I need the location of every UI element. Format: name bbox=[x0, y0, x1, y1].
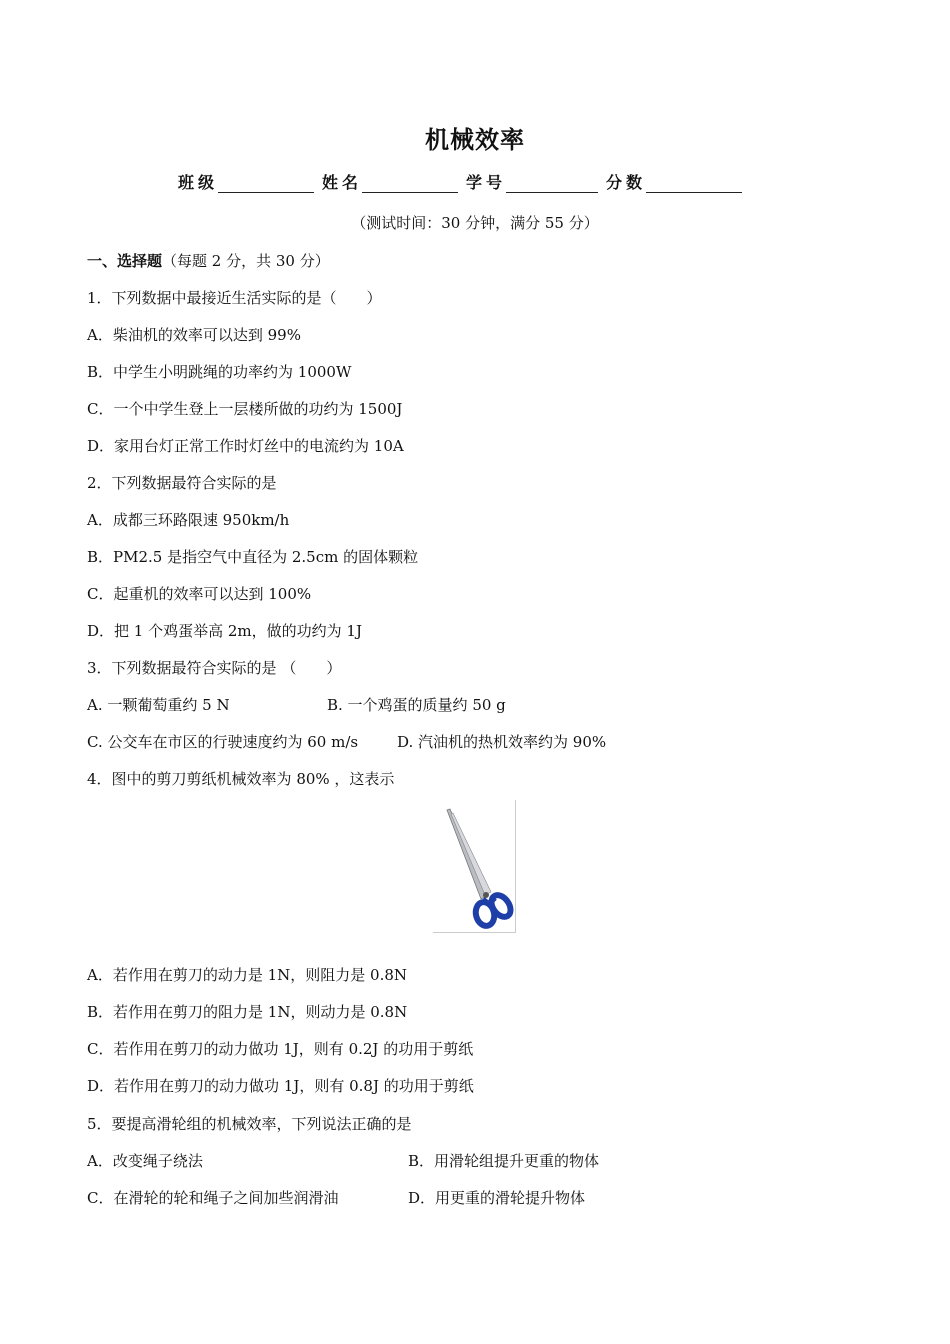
question-4-stem: 4．图中的剪刀剪纸机械效率为 80% ，这表示 bbox=[87, 770, 395, 788]
question-5-option-d: D．用更重的滑轮提升物体 bbox=[408, 1189, 586, 1207]
question-1-stem: 1．下列数据中最接近生活实际的是（ ） bbox=[87, 289, 382, 307]
student-info-row bbox=[178, 170, 750, 193]
test-info: （测试时间：30 分钟，满分 55 分） bbox=[351, 214, 599, 232]
question-3-option-b: B. 一个鸡蛋的质量约 50 g bbox=[327, 696, 506, 714]
question-5-option-a: A．改变绳子绕法 bbox=[87, 1152, 203, 1170]
question-1-option-d: D．家用台灯正常工作时灯丝中的电流约为 10A bbox=[87, 437, 404, 455]
question-4-option-d: D．若作用在剪刀的动力做功 1J，则有 0.8J 的功用于剪纸 bbox=[87, 1077, 474, 1095]
section-note: （每题 2 分，共 30 分） bbox=[162, 252, 330, 270]
question-3-option-c: C. 公交车在市区的行驶速度约为 60 m/s bbox=[87, 733, 359, 751]
question-4-option-c: C．若作用在剪刀的动力做功 1J，则有 0.2J 的功用于剪纸 bbox=[87, 1040, 474, 1058]
question-3-option-a: A. 一颗葡萄重约 5 N bbox=[87, 696, 230, 714]
question-3-option-d: D. 汽油机的热机效率约为 90% bbox=[397, 733, 607, 751]
score-label: 分数 bbox=[606, 173, 647, 192]
class-label: 班级 bbox=[178, 173, 219, 192]
question-1-option-c: C．一个中学生登上一层楼所做的功约为 1500J bbox=[87, 400, 403, 418]
question-5-option-c: C．在滑轮的轮和绳子之间加些润滑油 bbox=[87, 1189, 339, 1207]
question-4-option-b: B．若作用在剪刀的阻力是 1N，则动力是 0.8N bbox=[87, 1003, 408, 1021]
scissors-icon bbox=[433, 800, 515, 932]
name-blank[interactable] bbox=[362, 172, 458, 193]
question-2-stem: 2．下列数据最符合实际的是 bbox=[87, 474, 277, 492]
question-3-stem: 3．下列数据最符合实际的是 （ ） bbox=[87, 659, 342, 677]
question-1-option-b: B．中学生小明跳绳的功率约为 1000W bbox=[87, 363, 352, 381]
student-id-label: 学号 bbox=[466, 173, 507, 192]
question-4-option-a: A．若作用在剪刀的动力是 1N，则阻力是 0.8N bbox=[87, 966, 408, 984]
question-5-option-b: B．用滑轮组提升更重的物体 bbox=[408, 1152, 600, 1170]
student-id-blank[interactable] bbox=[506, 172, 598, 193]
question-2-option-a: A．成都三环路限速 950km/h bbox=[87, 511, 290, 529]
page-title: 机械效率 bbox=[425, 126, 525, 154]
question-1-option-a: A．柴油机的效率可以达到 99% bbox=[87, 326, 301, 344]
question-2-option-c: C．起重机的效率可以达到 100% bbox=[87, 585, 312, 603]
scissors-figure bbox=[433, 800, 516, 933]
section-heading bbox=[87, 250, 330, 271]
question-5-stem: 5．要提高滑轮组的机械效率，下列说法正确的是 bbox=[87, 1115, 412, 1133]
section-title: 一、选择题 bbox=[87, 252, 163, 270]
question-2-option-d: D．把 1 个鸡蛋举高 2m，做的功约为 1J bbox=[87, 622, 362, 640]
score-blank[interactable] bbox=[646, 172, 742, 193]
name-label: 姓名 bbox=[322, 173, 363, 192]
question-2-option-b: B．PM2.5 是指空气中直径为 2.5cm 的固体颗粒 bbox=[87, 548, 419, 566]
class-blank[interactable] bbox=[218, 172, 314, 193]
